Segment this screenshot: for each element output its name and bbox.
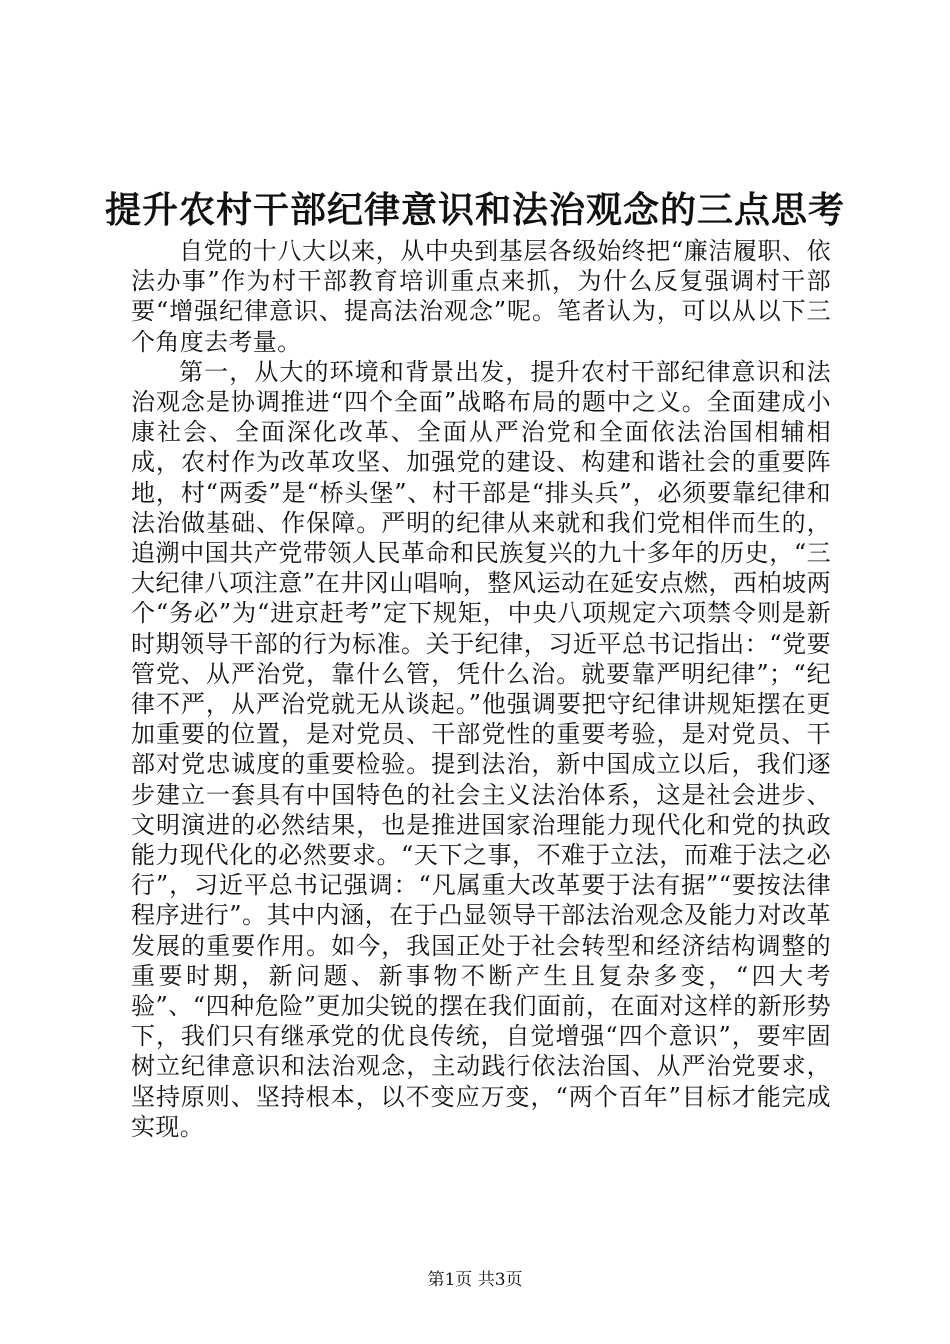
document-body xyxy=(131,236,831,1142)
page-footer: 第1页 共3页 xyxy=(427,1270,523,1290)
paragraph-intro: 自党的十八大以来，从中央到基层各级始终把“廉洁履职、依法办事”作为村干部教育培训重点来抓，为什么反复强调村干部要“增强纪律意识、提高法治观念”呢。笔者认为，可以从以下三个角度去考量。 xyxy=(131,237,831,356)
document-title: 提升农村干部纪律意识和法治观念的三点思考 xyxy=(104,189,845,231)
paragraph-first-point: 第一，从大的环境和背景出发，提升农村干部纪律意识和法治观念是协调推进“四个全面”战略布局的题中之义。全面建成小康社会、全面深化改革、全面从严治党和全面依法治国相辅相成，农村作为改革攻坚、加强党的建设、构建和谐社会的重要阵地，村“两委”是“桥头堡”、村干部是“排头兵”，必须要靠纪律和法治做基础、作保障。严明的纪律从来就和我们党相伴而生的，追溯中国共产党带领人民革命和民族复兴的九十多年的历史，“三大纪律八项注意”在井冈山唱响，整风运动在延安点燃，西柏坡两个“务必”为“进京赶考”定下规矩，中央八项规定六项禁令则是新时期领导干部的行为标准。关于纪律，习近平总书记指出：“党要管党、从严治党，靠什么管，凭什么治。就要靠严明纪律”；“纪律不严，从严治党就无从谈起。”他强调要把守纪律讲规矩摆在更加重要的位置，是对党员、干部党性的重要考验，是对党员、干部对党忠诚度的重要检验。提到法治，新中国成立以后，我们逐步建立一套具有中国特色的社会主义法治体系，这是社会进步、文明演进的必然结果，也是推进国家治理能力现代化和党的执政能力现代化的必然要求。“天下之事，不难于立法，而难于法之必行”，习近平总书记强调：“凡属重大改革要于法有据”“要按法律程序进行”。其中内涵，在于凸显领导干部法治观念及能力对改革发展的重要作用。如今，我国正处于社会转型和经济结构调整的重要时期，新问题、新事物不断产生且复杂多变，“四大考验”、“四种危险”更加尖锐的摆在我们面前，在面对这样的新形势下，我们只有继承党的优良传统，自觉增强“四个意识”，要牢固树立纪律意识和法治观念，主动践行依法治国、从严治党要求，坚持原则、坚持根本，以不变应万变，“两个百年”目标才能完成实现。 xyxy=(131,357,831,1141)
